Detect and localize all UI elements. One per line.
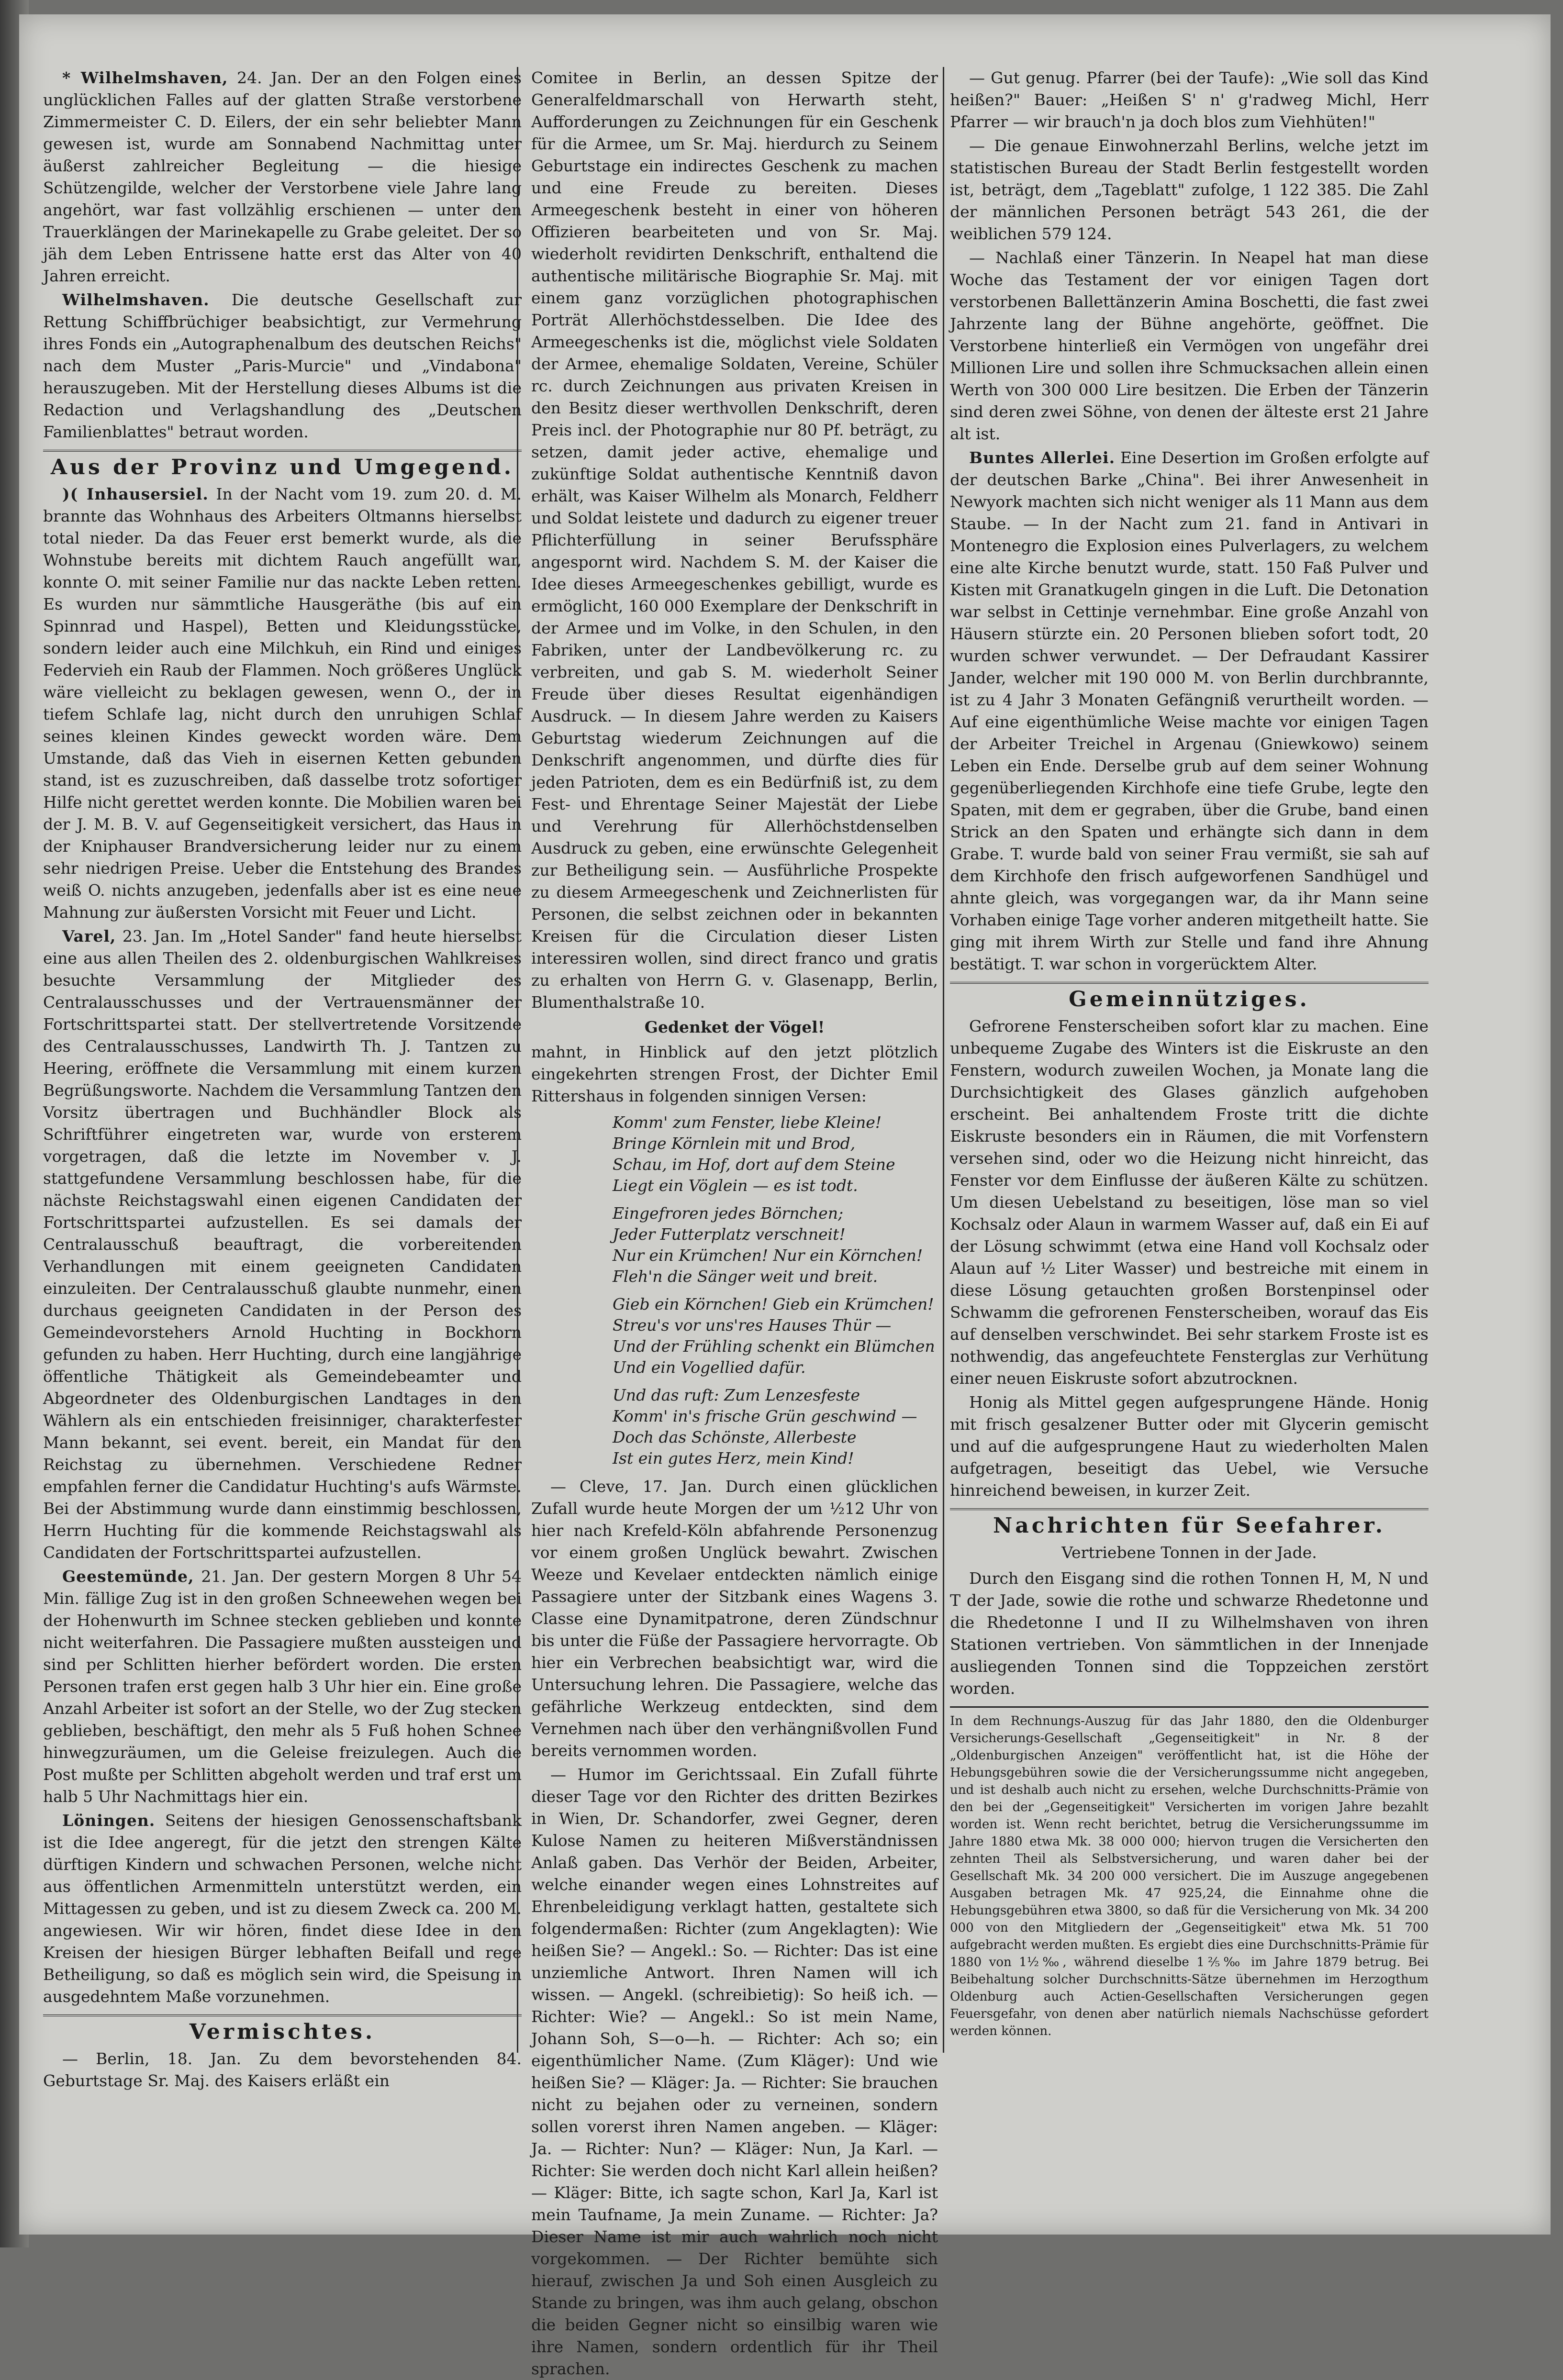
article-dateline: Buntes Allerlei. — [969, 448, 1116, 467]
poem-intro: mahnt, in Hinblick auf den jetzt plötzlich eingekehrten strengen Frost, der Dichter Emil Rittershaus in folgenden sinnigen Versen: — [531, 1043, 938, 1105]
article-text: Comitee in Berlin, an dessen Spitze der Generalfeldmarschall von Herwarth steht, Aufforderungen zu Zeichnungen für ein Geschenk für die Armee, um Sr. Maj. hierdurch zu Seinem Geburtstage ein indirectes Geschenk zu machen und eine Freude zu bereiten. Dieses Armeegeschenk besteht in einer von höheren Offizieren bearbeiteten und von Sr. Maj. wiederholt revidirten Denkschrift, enthaltend die authentische militärische Biographie Sr. Maj. mit einem ganz vorzüglichen photographischen Porträt Allerhöchstdesselben. Die Idee des Armeegeschenks ist die, möglichst viele Soldaten der Armee, ehemalige Soldaten, Vereine, Schüler rc. durch Zeichnungen aus privaten Kreisen in den Besitz dieser werthvollen Denkschrift, deren Preis incl. der Photographie nur 80 Pf. beträgt, zu setzen, damit jeder active, ehemalige und zukünftige Soldat authentische Kenntniß davon erhält, was Kaiser Wilhelm als Monarch, Feldherr und Soldat leistete und dadurch zu eigener treuer Pflichterfüllung in seiner Berufssphäre angespornt wird. Nachdem S. M. der Kaiser die Idee dieses Armeegeschenkes gebilligt, wurde es ermöglicht, 160 000 Exemplare der Denkschrift in der Armee und im Volke, in den Schulen, in den Fabriken, unter der Landbevölkerung rc. zu verbreiten, und gab S. M. wiederholt Seiner Freude über dieses Resultat eigenhändigen Ausdruck. — In diesem Jahre werden zu Kaisers Geburtstag wiederum Zeichnungen auf die Denkschrift angenommen, und dürfte dies für jeden Patrioten, dem es ein Bedürfniß ist, zu dem Fest- und Ehrentage Seiner Majestät der Liebe und Verehrung für Allerhöchstdenselben Ausdruck zu geben, eine erwünschte Gelegenheit zur Betheiligung sein. — Ausführliche Prospekte zu diesem Armeegeschenk und Zeichnerlisten für Personen, die selbst zeichnen oder in bekannten Kreisen für die Circulation dieser Listen interessiren wollen, sind direct franco und gratis zu erhalten von Herrn G. v. Glasenapp, Berlin, Blumenthalstraße 10. — [531, 68, 938, 1012]
poem-line: Nur ein Krümchen! Nur ein Körnchen! — [613, 1246, 923, 1265]
article — [950, 447, 1429, 975]
poem-stanza — [613, 1385, 938, 1469]
article-text: — Nachlaß einer Tänzerin. In Neapel hat man diese Woche das Testament der vor einigen Tagen dort verstorbenen Ballettänzerin Amina Boschetti, die fast zwei Jahrzente lang der Bühne angehörte, geöffnet. Die Verstorbene hinterließ ein Vermögen von ungefähr drei Millionen Lire und sollen ihre Schmucksachen allein einen Werth von 300 000 Lire besitzen. Die Erben der Tänzerin sind deren zwei Söhne, von denen der älteste erst 21 Jahre alt ist. — [950, 248, 1429, 443]
insurance-notice — [950, 1706, 1429, 2040]
article — [43, 925, 522, 1564]
column-1 — [43, 67, 522, 2090]
article-text: — Gut genug. Pfarrer (bei der Taufe): „Wie soll das Kind heißen?" Bauer: „Heißen S' n' g'radweg Michl, Herr Pfarrer — wir brauch'n ja doch blos zum Viehhüten!" — [950, 68, 1429, 131]
article-text: Durch den Eisgang sind die rothen Tonnen H, M, N und T der Jade, sowie die rothe und schwarze Rhedetonne und die Rhedetonne I und II zu Wilhelmshaven von ihren Stationen vertrieben. Von sämmtlichen in der Innenjade ausliegenden Tonnen sind die Toppzeichen zerstört worden. — [950, 1569, 1429, 1698]
article-text: Gefrorene Fensterscheiben sofort klar zu machen. Eine unbequeme Zugabe des Winters ist die Eiskruste an den Fenstern, wodurch zuweilen Wochen, ja Monate lang die Durchsichtigkeit des Glases gänzlich aufgehoben erscheint. Bei anhaltendem Froste tritt die dichte Eiskruste besonders ein in Räumen, die mit Vorfenstern versehen sind, oder wo die Heizung nicht hinreicht, das Fenster vor dem Einflusse der äußeren Kälte zu schützen. Um diesen Uebelstand zu beseitigen, löse man so viel Kochsalz oder Alaun in warmem Wasser auf, daß ein Ei auf der Lösung schwimmt (etwa eine Hand voll Kochsalz oder Alaun auf ½ Liter Wasser) und bestreiche mit einem in diese Lösung getauchten großen Borstenpinsel oder Schwamm die gefrorenen Fensterscheiben, worauf das Eis auf denselben verschwindet. Bei sehr starkem Froste ist es nothwendig, das angefeuchtete Fensterglas zur Verhütung einer neuen Eiskruste sofort abzutrocknen. — [950, 1017, 1429, 1388]
poem-line: Liegt ein Vöglein — es ist todt. — [613, 1176, 858, 1195]
poem-line: Schau, im Hof, dort auf dem Steine — [613, 1155, 895, 1174]
column-2 — [531, 67, 938, 2378]
article-text: In der Nacht vom 19. zum 20. d. M. brannte das Wohnhaus des Arbeiters Oltmanns hierselbst total nieder. Da das Feuer erst bemerkt wurde, als die Wohnstube bereits mit dichtem Rauch angefüllt war, konnte O. mit seiner Familie nur das nackte Leben retten. Es wurden nur sämmtliche Hausgeräthe (bis auf ein Spinnrad und Haspel), Betten und Kleidungsstücke, sondern leider auch eine Milchkuh, ein Rind und einiges Federvieh ein Raub der Flammen. Noch größeres Unglück wäre vielleicht zu beklagen gewesen, wenn O., der in tiefem Schlafe lag, nicht durch den unruhigen Schlaf seines kleinen Kindes geweckt worden wäre. Dem Umstande, daß das Vieh in eisernen Ketten gebunden stand, ist es zuzuschreiben, daß dasselbe trotz sofortiger Hilfe nicht gerettet werden konnte. Die Mobilien waren bei der J. M. B. V. auf Gegenseitigkeit versichert, das Haus in der Kniphauser Brandversicherung leider nur zu einem sehr niedrigen Preise. Ueber die Entstehung des Brandes weiß O. nichts anzugeben, jedenfalls aber ist es eine neue Mahnung zur äußersten Vorsicht mit Feuer und Licht. — [43, 485, 522, 922]
column-rule — [943, 67, 944, 2053]
article — [43, 67, 522, 287]
poem-line: Komm' zum Fenster, liebe Kleine! — [613, 1113, 882, 1132]
poem-line: Und der Frühling schenkt ein Blümchen — [613, 1337, 935, 1356]
poem-stanza — [613, 1294, 938, 1378]
article-text: Honig als Mittel gegen aufgesprungene Hände. Honig mit frisch gesalzener Butter oder mit Glycerin gemischt und auf die aufgesprungene Haut zu wiederholten Malen aufgetragen, beseitigt das Uebel, wie Versuche hinreichend beweisen, in kurzer Zeit. — [950, 1393, 1429, 1500]
poem-line: Eingefroren jedes Börnchen; — [613, 1204, 844, 1223]
poem-line: Und ein Vogellied dafür. — [613, 1358, 806, 1377]
article — [43, 483, 522, 923]
column-3 — [950, 67, 1429, 2048]
article-text: Die deutsche Gesellschaft zur Rettung Schiffbrüchiger beabsichtigt, zur Vermehrung ihres Fonds ein „Autographenalbum des deutschen Reichs" nach dem Muster „Paris-Murcie" und „Vindabona" herauszugeben. Mit der Herstellung dieses Albums ist die Redaction und Verlagshandlung des „Deutschen Familienblattes" betraut worden. — [43, 290, 522, 441]
article-text: — Die genaue Einwohnerzahl Berlins, welche jetzt im statistischen Bureau der Stadt Berlin festgestellt worden ist, beträgt, dem „Tageblatt" zufolge, 1 122 385. Die Zahl der männlichen Personen beträgt 543 261, die der weiblichen 579 124. — [950, 136, 1429, 243]
article-dateline: Löningen. — [62, 1811, 156, 1830]
poem-line: Ist ein gutes Herz, mein Kind! — [613, 1449, 854, 1468]
article-dateline: )( Inhausersiel. — [62, 485, 209, 503]
poem-line: Fleh'n die Sänger weit und breit. — [613, 1267, 878, 1286]
article-text: 23. Jan. Im „Hotel Sander" fand heute hierselbst eine aus allen Theilen des 2. oldenburgischen Wahlkreises besuchte Versammlung der Mitglieder des Centralausschusses und der Vertrauensmänner der Fortschrittspartei statt. Der stellvertretende Vorsitzende des Centralausschusses, Landwirth Th. J. Tantzen zu Heering, eröffnete die Versammlung mit einem kurzen Begrüßungsworte. Nachdem die Versammlung Tantzen den Vorsitz übertragen und Buchhändler Block als Schriftführer eingetreten war, wurde von ersterem vorgetragen, daß die letzte im November v. J. stattgefundene Versammlung beschlossen habe, für die nächste Reichstagswahl einen eigenen Candidaten der Fortschrittspartei aufzustellen. Es sei damals der Centralausschuß beauftragt, die vorbereitenden Verhandlungen mit einem geeigneten Candidaten einzuleiten. Der Centralausschuß glaubte nunmehr, einen durchaus geeigneten Candidaten in der Person des Gemeindevorstehers Arnold Huchting in Bockhorn gefunden zu haben. Herr Huchting, durch eine langjährige öffentliche Thätigkeit als Gemeindebeamter und Abgeordneter des Oldenburgischen Landtages in den Wählern als ein entschieden freisinniger, charakterfester Mann bekannt, sei event. bereit, ein Mandat für den Reichstag zu übernehmen. Verschiedene Redner empfahlen ferner die Candidatur Huchting's aufs Wärmste. Bei der Abstimmung wurde dann einstimmig beschlossen, Herrn Huchting für die kommende Reichstagswahl als Candidaten der Fortschrittspartei aufzustellen. — [43, 927, 522, 1562]
article-text: — Berlin, 18. Jan. Zu dem bevorstehenden 84. Geburtstage Sr. Maj. des Kaisers erläßt ein — [43, 2049, 522, 2090]
poem-line: Gieb ein Körnchen! Gieb ein Krümchen! — [613, 1295, 934, 1313]
section-heading: Gemeinnütziges. — [950, 982, 1429, 1011]
notice-text: In dem Rechnungs-Auszug für das Jahr 1880, den die Oldenburger Versicherungs-Gesellschaft „Gegenseitigkeit" in Nr. 8 der „Oldenburgischen Anzeigen" veröffentlicht hat, ist die Höhe der Hebungsgebühren sowie die der Versicherungssumme nicht angegeben, und ist deshalb auch nicht zu ersehen, welche Durchschnitts-Prämie von den bei der „Gegenseitigkeit" Versicherten im vorigen Jahre bezahlt worden ist. Wenn recht berichtet, betrug die Versicherungssumme im Jahre 1880 etwa Mk. 38 000 000; hiervon trugen die Versicherten den zehnten Theil als Selbstversicherung, und waren daher bei der Gesellschaft Mk. 34 200 000 versichert. Die im Auszuge angegebenen Ausgaben betragen Mk. 47 925,24, die Einnahme ohne die Hebungsgebühren etwa 3800, so daß für die Versicherung von Mk. 34 200 000 von den Mitgliedern der „Gegenseitigkeit" etwa Mk. 51 700 aufgebracht werden mußten. Es ergiebt dies eine Durchschnitts-Prämie für 1880 von 1½‰, während dieselbe 1⅖‰ im Jahre 1879 betrug. Bei Beibehaltung solcher Durchschnitts-Sätze übernehmen im Herzogthum Oldenburg auch Actien-Gesellschaften Versicherungen gegen Feuersgefahr, von denen aber natürlich niemals Nachschüsse gefordert werden können. — [950, 1714, 1429, 2038]
article — [43, 289, 522, 443]
article-text: — Humor im Gerichtssaal. Ein Zufall führte dieser Tage vor den Richter des dritten Bezirkes in Wien, Dr. Schandorfer, zwei Gegner, deren Kulose Namen zu heiteren Mißverständnissen Anlaß gaben. Das Verhör der Beiden, Arbeiter, welche einander wegen eines Lohnstreites auf Ehrenbeleidigung verklagt hatten, gestaltete sich folgendermaßen: Richter (zum Angeklagten): Wie heißen Sie? — Angekl.: So. — Richter: Das ist eine unziemliche Antwort. Ihren Namen will ich wissen. — Angekl. (schreibietig): So heiß ich. — Richter: Wie? — Angekl.: So ist mein Name, Johann Soh, S—o—h. — Richter: Ach so; ein eigenthümlicher Name. (Zum Kläger): Und wie heißen Sie? — Kläger: Ja. — Richter: Sie brauchen nicht zu bejahen oder zu verneinen, sondern sollen vorerst ihren Namen angeben. — Kläger: Ja. — Richter: Nun? — Kläger: Nun, Ja Karl. — Richter: Sie werden doch nicht Karl allein heißen? — Kläger: Bitte, ich sagte schon, Karl Ja, Karl ist mein Taufname, Ja mein Zuname. — Richter: Ja? Dieser Name ist mir auch wahrlich noch nicht vorgekommen. — Der Richter bemühte sich hierauf, zwischen Ja und Soh einen Ausgleich zu Stande zu bringen, was ihm auch gelang, obschon die beiden Gegner nicht so einsilbig waren wie ihre Namen, sondern ordentlich für ihr Theil sprachen. — [531, 1765, 938, 2378]
poem-line: Streu's vor uns'res Hauses Thür — — [613, 1316, 892, 1335]
article-text: Seitens der hiesigen Genossenschaftsbank ist die Idee angeregt, für die jetzt den strengen Kälte dürftigen Kindern und schwachen Personen, welche nicht aus öffentlichen Armenmitteln unterstützt werden, ein Mittagessen zu geben, und ist zu diesem Zweck ca. 200 M. angewiesen. Wir wir hören, findet diese Idee in den Kreisen der hiesigen Bürger lebhaften Beifall und rege Betheiligung, so daß es möglich sein wird, die Speisung in ausgedehntem Maße vorzunehmen. — [43, 1811, 522, 2006]
article-text: 24. Jan. Der an den Folgen eines unglücklichen Falles auf der glatten Straße verstorbene Zimmermeister C. D. Eilers, der ein sehr beliebter Mann gewesen ist, wurde am Sonnabend Nachmittag unter äußerst zahlreicher Begleitung — die hiesige Schützengilde, welcher der Verstorbene viele Jahre lang angehört, war fast vollzählig erschienen — unter den Trauerklängen der Marinekapelle zu Grabe geleitet. Der so jäh dem Leben Entrissene hatte erst das Alter von 40 Jahren erreicht. — [43, 68, 522, 285]
article — [43, 1810, 522, 2008]
section-heading: Nachrichten für Seefahrer. — [950, 1508, 1429, 1537]
poem-line: Jeder Futterplatz verschneit! — [613, 1225, 846, 1244]
article-text: — Cleve, 17. Jan. Durch einen glücklichen Zufall wurde heute Morgen der um ½12 Uhr von hier nach Krefeld-Köln abfahrende Personenzug vor einem großen Unglück bewahrt. Zwischen Weeze und Kevelaer entdeckten nämlich einige Passagiere unter der Sitzbank eines Wagens 3. Classe eine Dynamitpatrone, deren Zündschnur bis unter die Füße der Passagiere hervorragte. Ob hier ein Verbrechen beabsichtigt war, wird die Untersuchung lehren. Die Passagiere, welche das gefährliche Werkzeug entdeckten, sind dem Vernehmen nach über den verhängnißvollen Fund bereits vernommen worden. — [531, 1477, 938, 1760]
poem-line: Bringe Körnlein mit und Brod, — [613, 1134, 856, 1153]
poem-line: Und das ruft: Zum Lenzesfeste — [613, 1386, 860, 1404]
poem-stanza — [613, 1203, 938, 1287]
poem — [531, 1112, 938, 1469]
poem-line: Komm' in's frische Grün geschwind — — [613, 1407, 917, 1425]
article-dateline: Varel, — [62, 927, 116, 945]
section-subheading: Vertriebene Tonnen in der Jade. — [1061, 1543, 1317, 1562]
poem-line: Doch das Schönste, Allerbeste — [613, 1428, 857, 1446]
poem-title: Gedenket der Vögel! — [644, 1018, 825, 1036]
article-dateline: * Wilhelmshaven, — [62, 68, 228, 87]
article-dateline: Geestemünde, — [62, 1567, 194, 1586]
article-dateline: Wilhelmshaven. — [62, 290, 210, 309]
section-heading: Aus der Provinz und Umgegend. — [43, 450, 522, 478]
article — [43, 1566, 522, 1808]
article-text: Eine Desertion im Großen erfolgte auf der deutschen Barke „China". Bei ihrer Anwesenheit in Newyork machten sich nicht weniger als 11 Mann aus dem Staube. — In der Nacht zum 21. fand in Antivari in Montenegro die Explosion eines Pulverlagers, zu welchem eine alte Kirche benutzt wurde, statt. 150 Faß Pulver und Kisten mit Granatkugeln gingen in die Luft. Die Detonation war selbst in Cettinje vernehmbar. Eine große Anzahl von Häusern stürzte ein. 20 Personen blieben sofort todt, 20 wurden schwer verwundet. — Der Defraudant Kassirer Jander, welcher mit 190 000 M. von Berlin durchbrannte, ist zu 4 Jahr 3 Monaten Gefängniß verurtheilt worden. — Auf eine eigenthümliche Weise machte vor einigen Tagen der Arbeiter Treichel in Argenau (Gniewkowo) seinem Leben ein Ende. Derselbe grub auf dem seiner Wohnung gegenüberliegenden Kirchhofe eine tiefe Grube, legte den Spaten, mit dem er gegraben, über die Grube, band einen Strick an den Spaten und erhängte sich dann in dem Grabe. T. wurde bald von seiner Frau vermißt, sie sah auf dem Kirchhofe den frisch aufgeworfenen Sandhügel und ahnte gleich, was vorgegangen war, da ihr Mann seine Vorhaben einige Tage vorher anderen mitgetheilt hatte. Sie ging mit ihrem Wirth zur Stelle und fand ihre Ahnung bestätigt. T. war schon in vorgerücktem Alter. — [950, 448, 1429, 973]
poem-stanza — [613, 1112, 938, 1196]
article-text: 21. Jan. Der gestern Morgen 8 Uhr 54 Min. fällige Zug ist in den großen Schneewehen wegen bei der Hohenwurth im Schnee stecken geblieben und konnte nicht weiterfahren. Die Passagiere mußten aussteigen und sind per Schlitten hierher befördert worden. Die ersten Personen trafen erst gegen halb 3 Uhr hier ein. Eine große Anzahl Arbeiter ist sofort an der Stelle, wo der Zug stecken geblieben, beschäftigt, den mehr als 5 Fuß hohen Schnee hinwegzuräumen, um die Geleise freizulegen. Auch die Post mußte per Schlitten abgeholt werden und traf erst um halb 5 Uhr Nachmittags hier ein. — [43, 1567, 522, 1806]
section-heading: Vermischtes. — [43, 2014, 522, 2043]
